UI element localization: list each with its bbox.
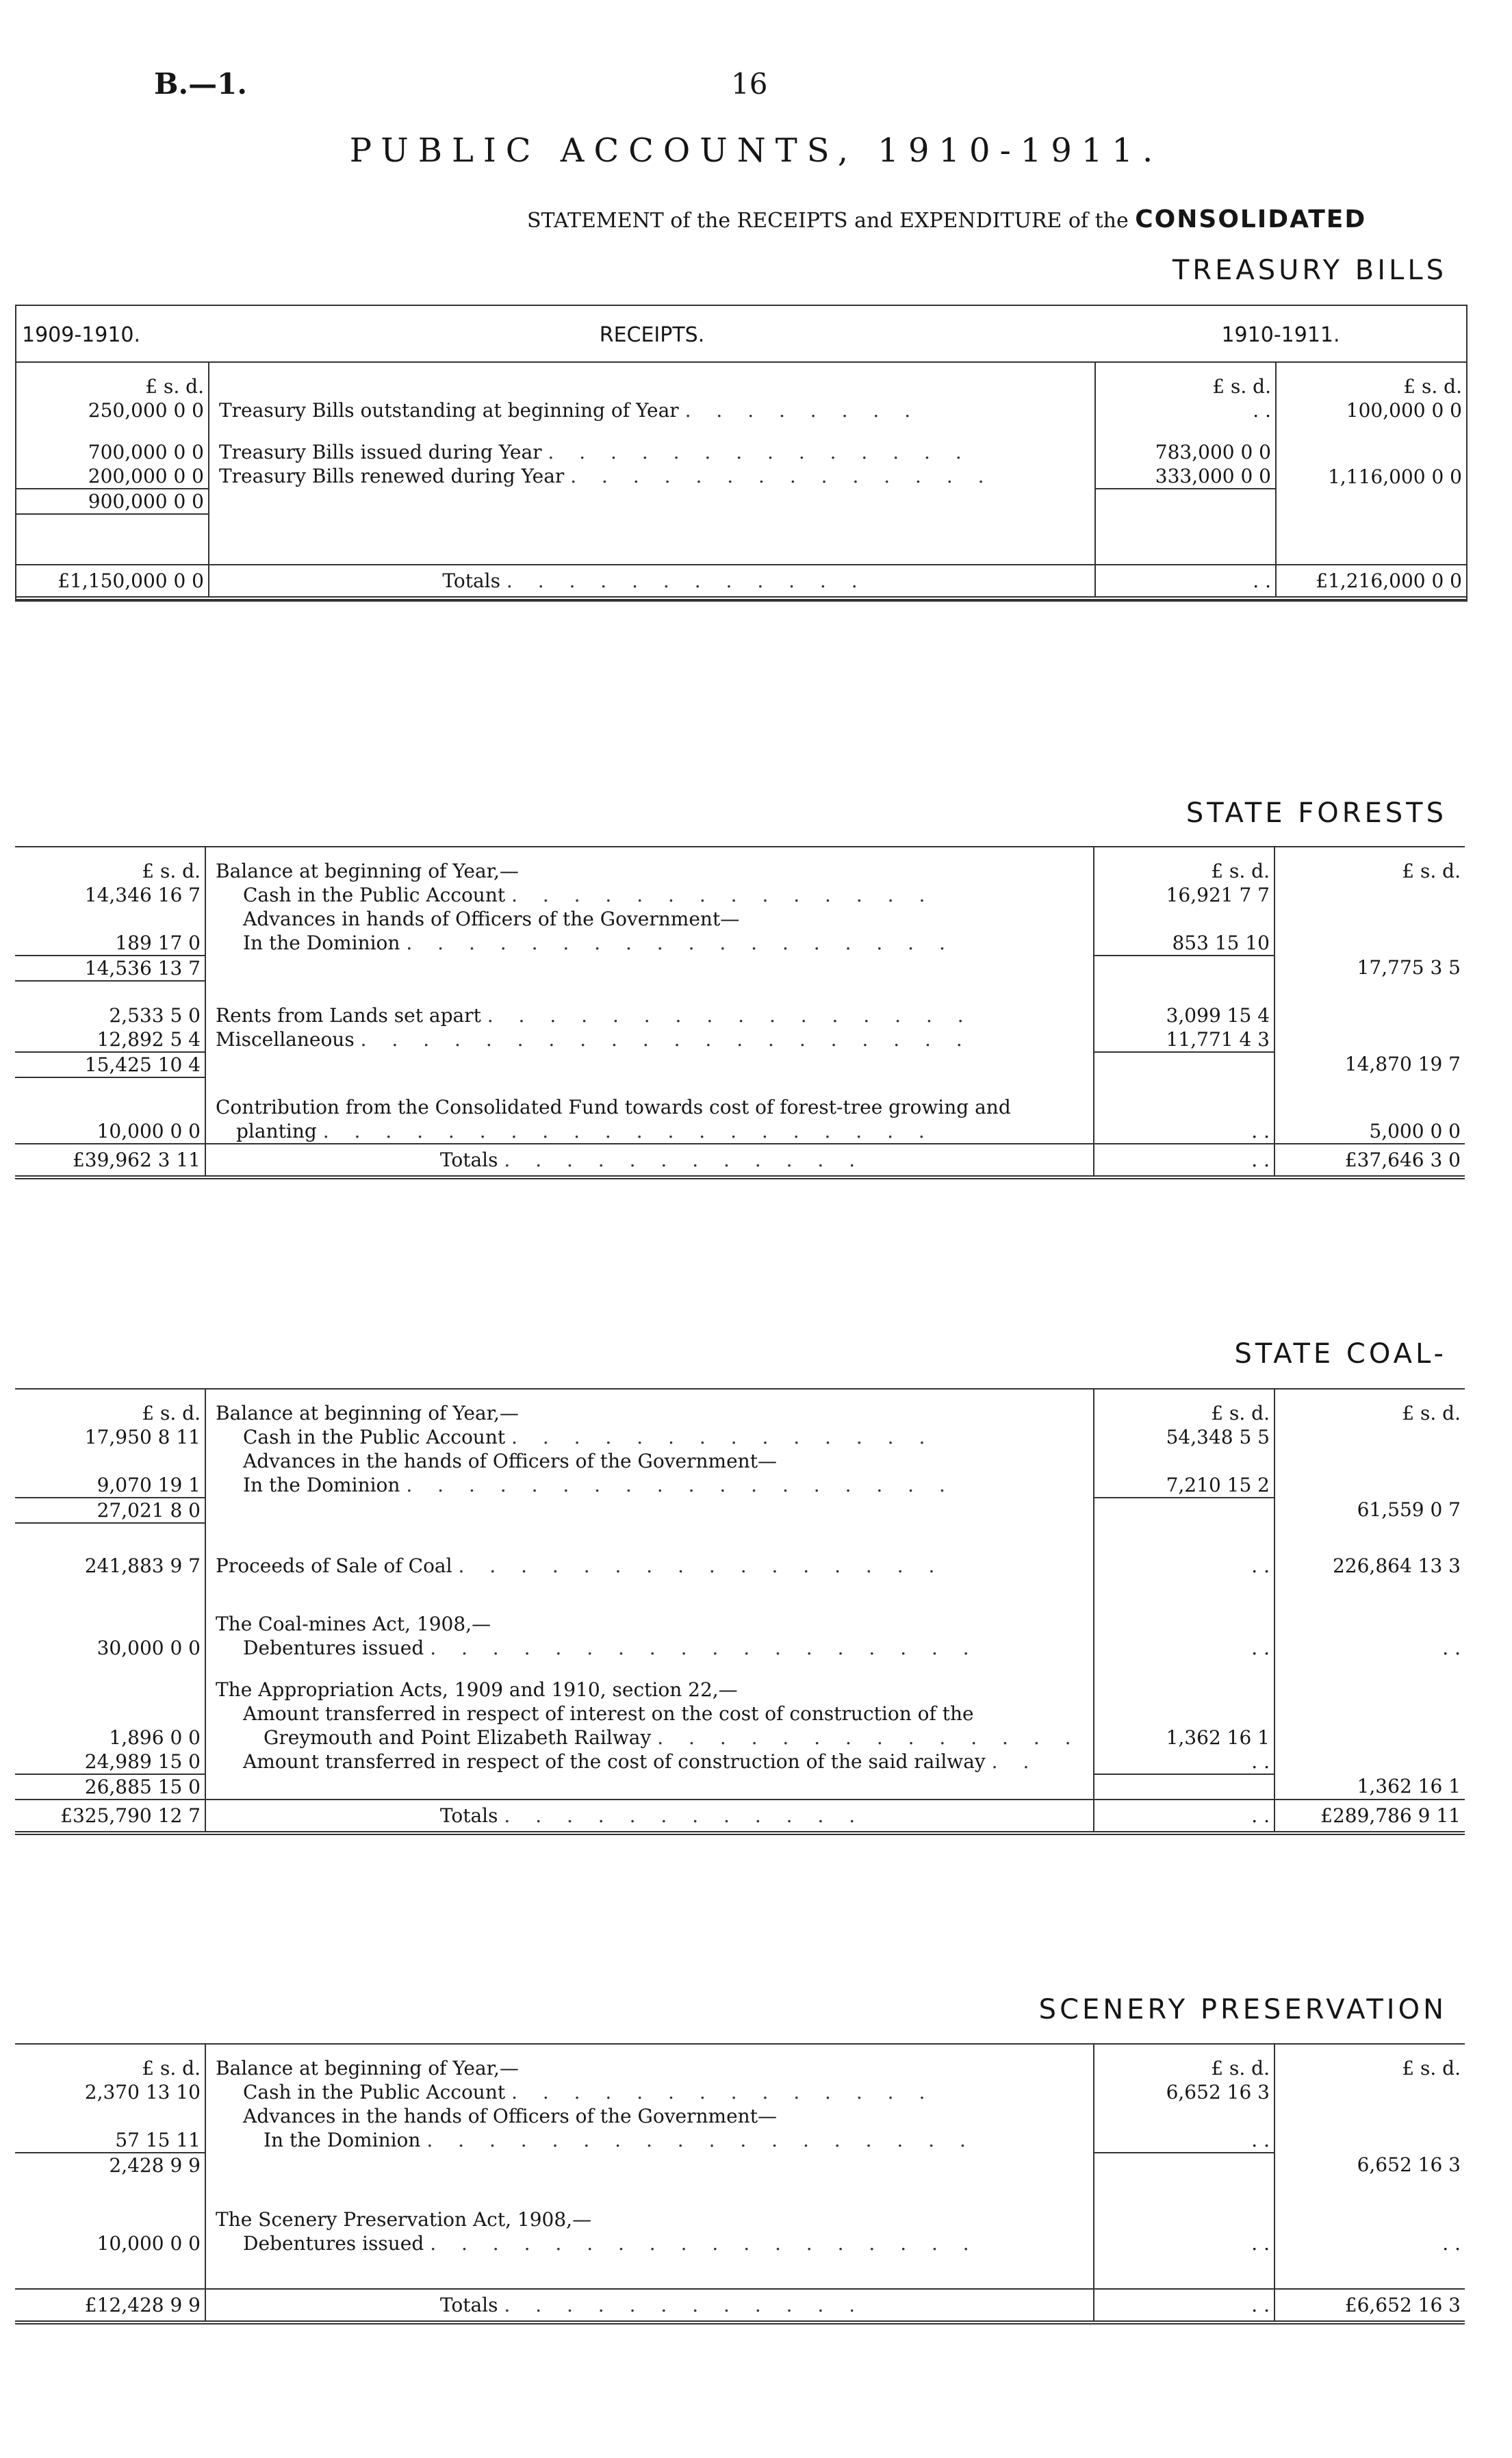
row-description: In the Dominion (243, 1474, 400, 1496)
unit-mid: £ s. d. (1095, 362, 1276, 398)
unit-left: £ s. d. (15, 847, 205, 883)
row-description: Advances in hands of Officers of the Government— (243, 908, 740, 930)
unit-row (15, 1390, 1465, 1425)
row-description: Debentures issued (243, 1637, 424, 1659)
table-row (15, 1473, 1465, 1498)
row-description: In the Dominion (243, 932, 400, 954)
table-row (15, 1052, 1465, 1077)
row-description: Cash in the Public Account (243, 2081, 506, 2103)
cell-amount: 14,536 13 7 (15, 956, 205, 981)
totals-label: Totals (439, 1804, 498, 1827)
page-title: PUBLIC ACCOUNTS, 1910-1911. (349, 131, 1163, 170)
cell-amount: . . (1094, 2128, 1274, 2153)
table-row (15, 1095, 1465, 1119)
cell-amount: 10,000 0 0 (15, 1119, 205, 1144)
totals-row (15, 2289, 1465, 2322)
cell-amount: 2,370 13 10 (15, 2080, 205, 2104)
leader-dots: . . . . . . . . . . . . . . . . . . (426, 2129, 975, 2151)
table-row (15, 1119, 1465, 1144)
totals-row (16, 565, 1466, 598)
col-year-left: 1909-1910. (16, 306, 209, 362)
cell-amount: 2,428 9 9 (15, 2153, 205, 2177)
unit-right: £ s. d. (1402, 2057, 1461, 2079)
row-description: The Scenery Preservation Act, 1908,— (205, 2207, 1094, 2231)
leader-dots: . . (991, 1750, 1039, 1773)
cell-amount: 100,000 0 0 (1346, 399, 1462, 422)
row-description: Treasury Bills outstanding at beginning of Year (219, 399, 679, 422)
leader-dots: . . . . . . . . . . . . . . (548, 441, 971, 463)
leader-dots: . . . . . . . . . . . . . . . . . . (430, 1637, 979, 1659)
table-row (15, 2104, 1465, 2128)
row-description: Balance at beginning of Year,— (205, 2045, 1094, 2080)
scenery-preservation-title: SCENERY PRESERVATION (1038, 1994, 1447, 2025)
cell-amount: 226,864 13 3 (1332, 1554, 1461, 1577)
leader-dots: . . . . . . . . . . . . . . . . . . (430, 2232, 979, 2255)
leader-dots: . . . . . . . . . . . . . . (511, 884, 935, 906)
table-row (15, 1554, 1465, 1578)
row-description: Miscellaneous (216, 1028, 355, 1051)
cell-amount: 1,896 0 0 (15, 1726, 205, 1750)
statement-prefix: STATEMENT of the RECEIPTS and EXPENDITURE of the (527, 209, 1129, 233)
total-left: £1,150,000 0 0 (16, 565, 209, 598)
table-row (15, 1702, 1465, 1726)
unit-row (15, 2045, 1465, 2080)
row-description: Advances in the hands of Officers of the Government— (243, 2105, 777, 2127)
col-receipts: RECEIPTS. (209, 306, 1095, 362)
total-left: £39,962 3 11 (15, 1144, 205, 1177)
totals-row (15, 1144, 1465, 1177)
cell-amount: 57 15 11 (15, 2128, 205, 2153)
unit-row (15, 847, 1465, 883)
scenery-preservation-table (15, 2043, 1465, 2325)
row-description: Rents from Lands set apart (216, 1004, 481, 1027)
row-description: Amount transferred in respect of interest on the cost of construction of the (243, 1702, 974, 1725)
cell-amount: 30,000 0 0 (15, 1636, 205, 1660)
cell-amount: 5,000 0 0 (1369, 1120, 1461, 1142)
cell-amount: 900,000 0 0 (16, 489, 209, 514)
totals-label: Totals (439, 2294, 498, 2316)
cell-amount: 17,950 8 11 (15, 1425, 205, 1449)
row-description: planting (236, 1120, 317, 1142)
cell-amount: 61,559 0 7 (1357, 1498, 1461, 1521)
state-forests-title: STATE FORESTS (1186, 797, 1447, 829)
unit-left: £ s. d. (16, 362, 209, 398)
cell-amount: . . (1095, 565, 1276, 598)
row-description: Advances in the hands of Officers of the Government— (243, 1450, 777, 1472)
cell-amount: 1,362 16 1 (1094, 1726, 1274, 1750)
col-year-right: 1910-1911. (1095, 306, 1466, 362)
cell-amount: 14,870 19 7 (1344, 1053, 1461, 1075)
cell-amount: 200,000 0 0 (16, 464, 209, 489)
state-forests-table (15, 846, 1465, 1179)
totals-row (15, 1800, 1465, 1833)
cell-amount: 11,771 4 3 (1094, 1027, 1274, 1052)
cell-amount: 3,099 15 4 (1094, 1003, 1274, 1027)
table-row (15, 1425, 1465, 1449)
leader-dots: . . . . . . . . . . . . (504, 1149, 865, 1171)
unit-mid: £ s. d. (1094, 847, 1274, 883)
cell-amount: 783,000 0 0 (1095, 440, 1276, 464)
cell-amount: 6,652 16 3 (1094, 2080, 1274, 2104)
row-description: Amount transferred in respect of the cost of construction of the said railway (243, 1750, 986, 1773)
total-right: £289,786 9 11 (1274, 1800, 1465, 1833)
cell-amount: . . (1094, 1554, 1274, 1578)
row-description: Contribution from the Consolidated Fund towards cost of forest-tree growing and (205, 1095, 1094, 1119)
cell-amount: 853 15 10 (1094, 931, 1274, 956)
table-row (15, 2153, 1465, 2177)
table-row (15, 1774, 1465, 1800)
leader-dots: . . . . . . . . . . . . . . . . . . (406, 932, 955, 954)
table-row (15, 1498, 1465, 1523)
total-right: £6,652 16 3 (1274, 2289, 1465, 2322)
unit-right: £ s. d. (1402, 860, 1461, 882)
leader-dots: . . . . . . . . . . . . . . (570, 465, 994, 487)
table-row (15, 2128, 1465, 2153)
row-description: Treasury Bills renewed during Year (219, 465, 565, 487)
table-row (15, 1726, 1465, 1750)
cell-amount: . . (1094, 1750, 1274, 1774)
leader-dots: . . . . . . . . . . . . . . (511, 2081, 935, 2103)
table-row (15, 931, 1465, 956)
statement-heading (527, 205, 1366, 233)
row-description: Cash in the Public Account (243, 1426, 506, 1448)
unit-right: £ s. d. (1403, 375, 1462, 398)
cell-amount: 12,892 5 4 (15, 1027, 205, 1052)
row-description: The Coal-mines Act, 1908,— (205, 1612, 1094, 1636)
state-coal-title: STATE COAL- (1234, 1338, 1447, 1370)
row-description: The Appropriation Acts, 1909 and 1910, section 22,— (205, 1678, 1094, 1702)
cell-amount: 16,921 7 7 (1094, 883, 1274, 907)
cell-amount: 14,346 16 7 (15, 883, 205, 907)
row-description: Balance at beginning of Year,— (205, 847, 1094, 883)
cell-amount: 250,000 0 0 (16, 398, 209, 422)
table-row (15, 1449, 1465, 1473)
leader-dots: . . . . . . . . . . . . . . (657, 1726, 1081, 1749)
row-description: Treasury Bills issued during Year (219, 441, 542, 463)
cell-amount: 17,775 3 5 (1357, 956, 1461, 979)
unit-mid: £ s. d. (1094, 1390, 1274, 1425)
cell-amount: . . (1094, 1119, 1274, 1144)
statement-bold: CONSOLIDATED (1135, 205, 1367, 233)
cell-amount: 1,362 16 1 (1357, 1775, 1461, 1797)
leader-dots: . . . . . . . . . . . . . . . . . . . . (322, 1120, 934, 1142)
row-description: Greymouth and Point Elizabeth Railway (264, 1726, 652, 1749)
table-row (15, 907, 1465, 931)
cell-amount: . . (1094, 1144, 1274, 1177)
cell-amount: . . (1094, 2289, 1274, 2322)
state-coal-table (15, 1388, 1465, 1835)
cell-amount: . . (1094, 1800, 1274, 1833)
table-row (15, 1678, 1465, 1702)
unit-left: £ s. d. (15, 1390, 205, 1425)
table-row (16, 398, 1466, 422)
cell-amount: . . (1442, 2232, 1461, 2255)
unit-right: £ s. d. (1402, 1402, 1461, 1424)
table-row (15, 2080, 1465, 2104)
table-row (16, 440, 1466, 464)
total-right: £1,216,000 0 0 (1276, 565, 1466, 598)
row-description: In the Dominion (264, 2129, 421, 2151)
unit-left: £ s. d. (15, 2045, 205, 2080)
cell-amount: 333,000 0 0 (1095, 464, 1276, 489)
cell-amount: 6,652 16 3 (1357, 2153, 1461, 2176)
cell-amount: 2,533 5 0 (15, 1003, 205, 1027)
row-description: Proceeds of Sale of Coal (216, 1554, 452, 1577)
total-right: £37,646 3 0 (1274, 1144, 1465, 1177)
totals-label: Totals (442, 569, 500, 592)
cell-amount: 7,210 15 2 (1094, 1473, 1274, 1498)
table-row (15, 2207, 1465, 2231)
cell-amount: 1,116,000 0 0 (1328, 465, 1462, 488)
leader-dots: . . . . . . . . (684, 399, 921, 422)
table-row (15, 1027, 1465, 1052)
total-left: £325,790 12 7 (15, 1800, 205, 1833)
row-description: Balance at beginning of Year,— (205, 1390, 1094, 1425)
cell-amount: 9,070 19 1 (15, 1473, 205, 1498)
leader-dots: . . . . . . . . . . . . (504, 2294, 865, 2316)
treasury-bills-table (15, 305, 1468, 602)
treasury-bills-title: TREASURY BILLS (1172, 255, 1447, 286)
cell-amount: . . (1095, 398, 1276, 422)
unit-row (16, 362, 1466, 398)
leader-dots: . . . . . . . . . . . . . . . . (458, 1554, 945, 1577)
cell-amount: 54,348 5 5 (1094, 1425, 1274, 1449)
table-row (16, 489, 1466, 514)
cell-amount: 189 17 0 (15, 931, 205, 956)
cell-amount: . . (1094, 1636, 1274, 1660)
table-row (15, 883, 1465, 907)
table-row (15, 2231, 1465, 2255)
cell-amount: 27,021 8 0 (15, 1498, 205, 1523)
cell-amount: 24,989 15 0 (15, 1750, 205, 1774)
row-description: Debentures issued (243, 2232, 424, 2255)
leader-dots: . . . . . . . . . . . . . . . . (487, 1004, 973, 1027)
unit-mid: £ s. d. (1094, 2045, 1274, 2080)
cell-amount: 10,000 0 0 (15, 2231, 205, 2255)
table-row (15, 956, 1465, 981)
leader-dots: . . . . . . . . . . . . (504, 1804, 865, 1827)
cell-amount: . . (1442, 1637, 1461, 1659)
table-row (15, 1612, 1465, 1636)
leader-dots: . . . . . . . . . . . . . . . . . . (406, 1474, 955, 1496)
cell-amount: 15,425 10 4 (15, 1052, 205, 1077)
cell-amount: 241,883 9 7 (15, 1554, 205, 1578)
cell-amount: . . (1094, 2231, 1274, 2255)
table-row (15, 1003, 1465, 1027)
table-row (15, 1750, 1465, 1774)
leader-dots: . . . . . . . . . . . . (506, 569, 867, 592)
document-reference: B.—1. (154, 67, 247, 101)
table-row (15, 1636, 1465, 1660)
page-number: 16 (731, 67, 768, 101)
leader-dots: . . . . . . . . . . . . . . . . . . . . (360, 1028, 972, 1051)
row-description: Cash in the Public Account (243, 884, 506, 906)
leader-dots: . . . . . . . . . . . . . . (511, 1426, 935, 1448)
cell-amount: 700,000 0 0 (16, 440, 209, 464)
total-left: £12,428 9 9 (15, 2289, 205, 2322)
totals-label: Totals (439, 1149, 498, 1171)
table-row (16, 464, 1466, 489)
cell-amount: 26,885 15 0 (15, 1774, 205, 1800)
